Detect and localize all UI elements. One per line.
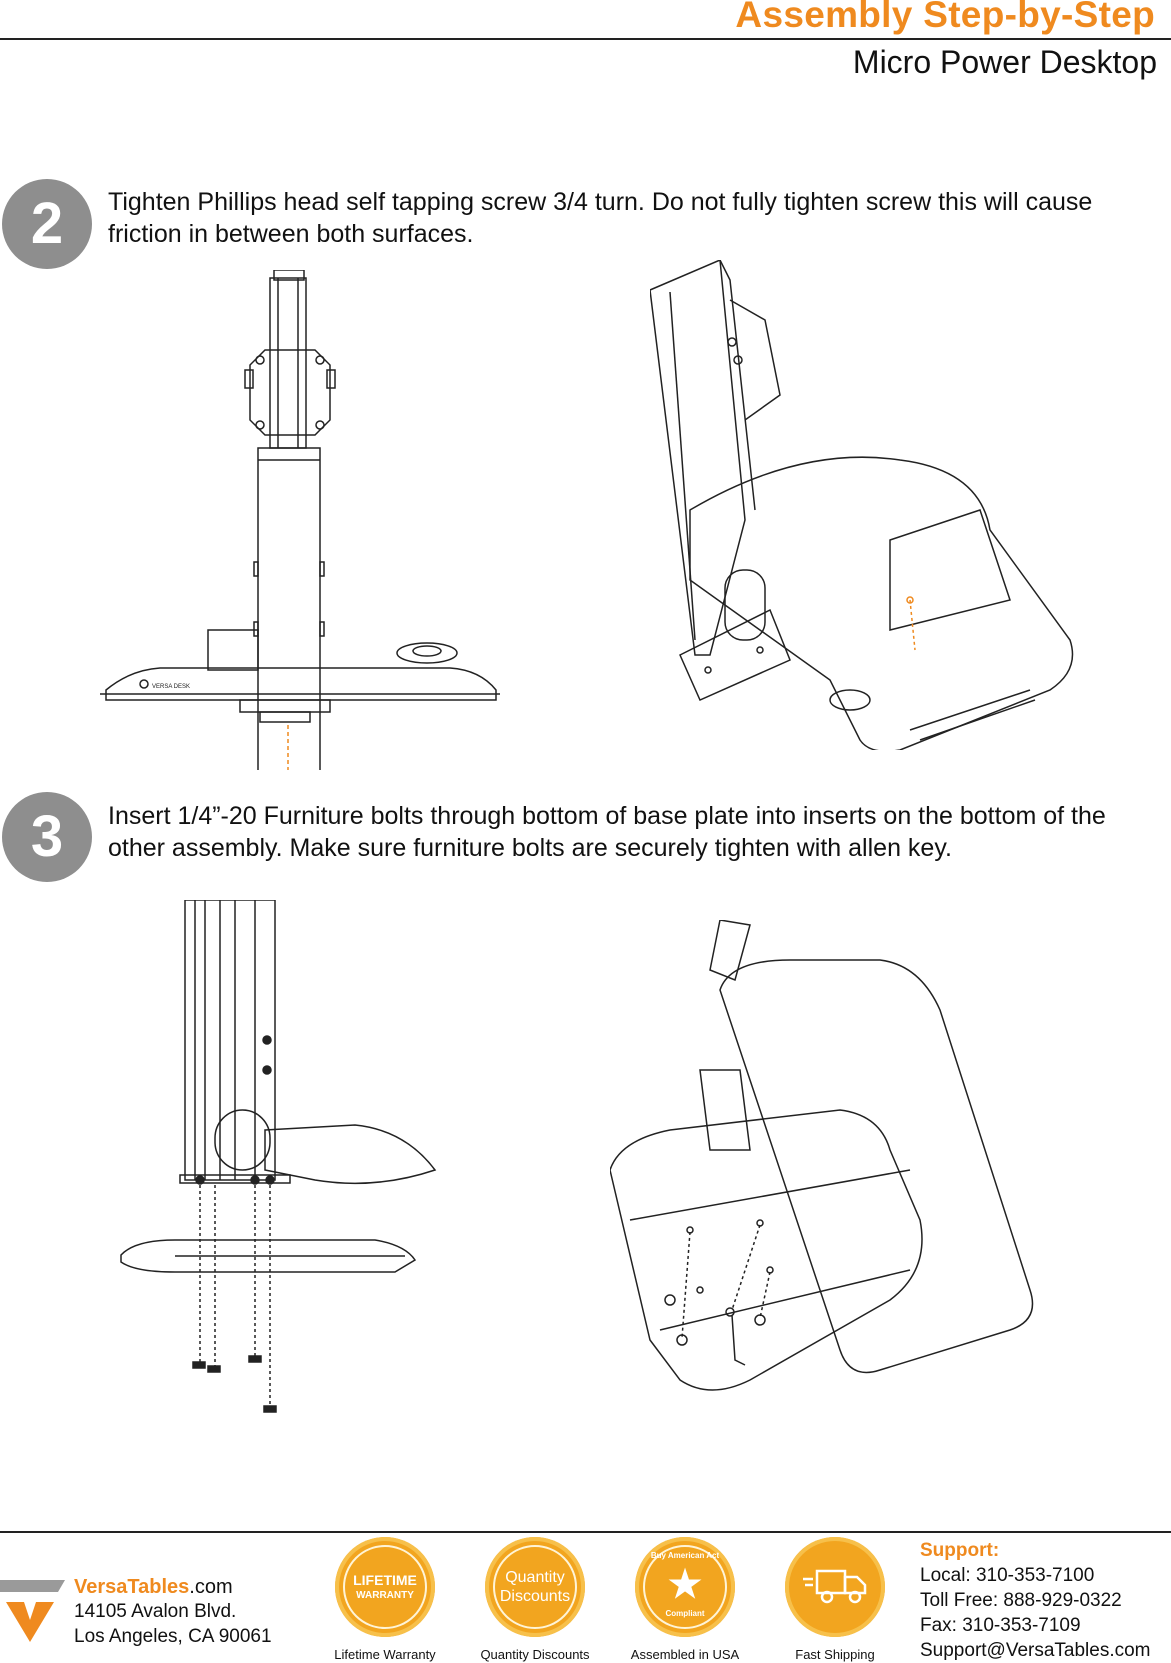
versa-desk-logo-text: VERSA DESK <box>152 684 191 690</box>
quantity-discounts-badge: Quantity Discounts <box>485 1537 585 1637</box>
lifetime-warranty-caption: Lifetime Warranty <box>334 1647 436 1662</box>
quantity-discounts-caption: Quantity Discounts <box>480 1647 590 1662</box>
address-line-1: 14105 Avalon Blvd. <box>74 1601 237 1622</box>
step-3-underside-illustration <box>610 920 1070 1400</box>
step-3-side-view-illustration <box>115 900 515 1420</box>
buy-american-act-badge: Buy American Act ★ Compliant <box>635 1537 735 1637</box>
lifetime-warranty-badge: LIFETIME WARRANTY <box>335 1537 435 1637</box>
footer-divider <box>0 1531 1171 1533</box>
address-line-2: Los Angeles, CA 90061 <box>74 1626 272 1647</box>
step-2-number: 2 <box>2 179 92 269</box>
brand-name: VersaTables.com <box>74 1576 233 1598</box>
support-email: Support@VersaTables.com <box>920 1640 1151 1661</box>
product-subtitle: Micro Power Desktop <box>852 44 1157 80</box>
support-heading: Support: <box>920 1540 1000 1561</box>
truck-icon <box>803 1567 867 1607</box>
support-local-phone: Local: 310-353-7100 <box>920 1565 1095 1586</box>
step-2-perspective-illustration <box>650 260 1090 750</box>
step-3-instructions: Insert 1/4”-20 Furniture bolts through bottom of base plate into inserts on the bottom of the other assembly. Make sure furniture bolts are securely tighten with allen key. <box>108 802 1106 862</box>
support-tollfree-phone: Toll Free: 888-929-0322 <box>920 1590 1122 1611</box>
versatables-logo-icon <box>0 1580 65 1655</box>
support-fax: Fax: 310-353-7109 <box>920 1615 1081 1636</box>
header-divider <box>0 38 1171 40</box>
star-icon: ★ <box>667 1564 703 1606</box>
assembled-in-usa-caption: Assembled in USA <box>630 1647 740 1662</box>
step-3-number: 3 <box>2 792 92 882</box>
step-2-front-view-illustration <box>100 270 500 770</box>
step-2-instructions: Tighten Phillips head self tapping screw 3/4 turn. Do not fully tighten screw this will cause friction in between both surfaces. <box>108 188 1093 248</box>
fast-shipping-badge <box>785 1537 885 1637</box>
page-title: Assembly Step-by-Step <box>735 0 1155 35</box>
fast-shipping-caption: Fast Shipping <box>795 1647 875 1662</box>
